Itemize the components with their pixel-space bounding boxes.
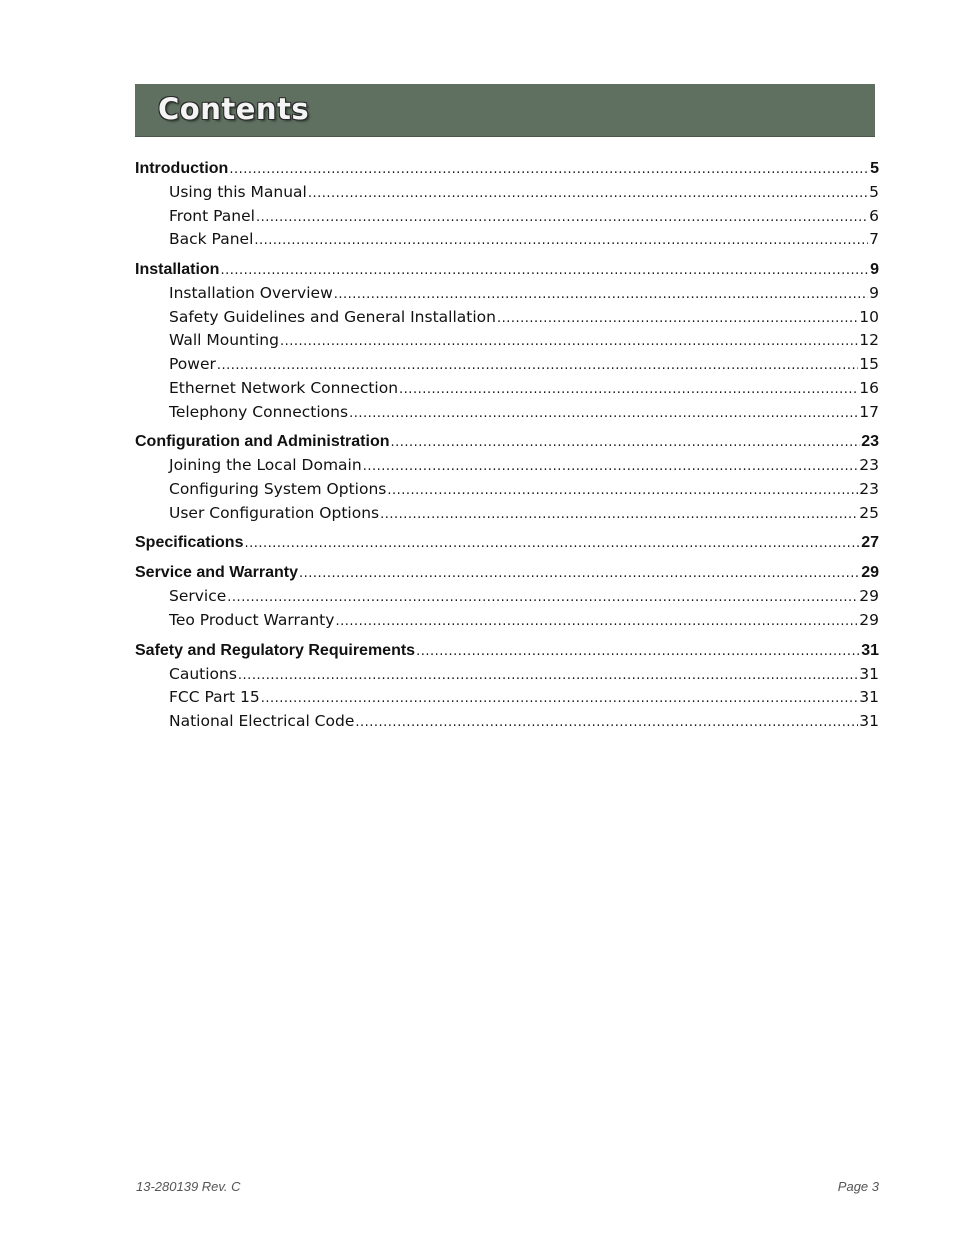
toc-section bbox=[135, 639, 879, 734]
toc-section-title: Configuration and Administration bbox=[135, 433, 390, 451]
toc-section bbox=[135, 531, 879, 555]
toc-page-number: 9 bbox=[870, 261, 879, 279]
dot-leader bbox=[229, 158, 869, 182]
toc-entry-title: Wall Mounting bbox=[169, 331, 279, 350]
toc-page-number: 31 bbox=[859, 712, 879, 730]
toc-section-heading[interactable] bbox=[135, 561, 879, 585]
toc-section-title: Installation bbox=[135, 261, 220, 279]
dot-leader bbox=[244, 532, 860, 556]
toc-subentry[interactable] bbox=[135, 478, 879, 502]
toc-page-number: 25 bbox=[859, 503, 879, 522]
toc-subentry[interactable] bbox=[135, 502, 879, 526]
toc-section-heading[interactable] bbox=[135, 430, 879, 454]
toc-subentry[interactable] bbox=[135, 401, 879, 425]
toc-page-number: 9 bbox=[869, 284, 879, 303]
toc-subentry[interactable] bbox=[135, 686, 879, 710]
dot-leader bbox=[391, 431, 861, 455]
toc-subentry[interactable] bbox=[135, 181, 879, 205]
toc-subentry[interactable] bbox=[135, 228, 879, 252]
toc-entry-title: User Configuration Options bbox=[169, 503, 380, 522]
dot-leader bbox=[299, 562, 860, 586]
toc-subentry[interactable] bbox=[135, 377, 879, 401]
toc-page-number: 23 bbox=[861, 433, 879, 451]
toc-section bbox=[135, 430, 879, 525]
dot-leader bbox=[227, 586, 858, 610]
toc-page-number: 10 bbox=[859, 307, 879, 326]
dot-leader bbox=[349, 402, 858, 426]
toc-page-number: 27 bbox=[861, 534, 879, 552]
dot-leader bbox=[254, 229, 868, 253]
toc-entry-title: Back Panel bbox=[169, 230, 254, 249]
toc-subentry[interactable] bbox=[135, 585, 879, 609]
toc-entry-title: Cautions bbox=[169, 664, 237, 683]
dot-leader bbox=[217, 354, 858, 378]
toc-page-number: 7 bbox=[869, 230, 879, 249]
toc-page-number: 5 bbox=[869, 183, 879, 201]
toc-page-number: 15 bbox=[859, 355, 879, 374]
toc-entry-title: Telephony Connections bbox=[169, 402, 349, 421]
toc-entry-title: National Electrical Code bbox=[169, 712, 355, 730]
toc-entry-title: Front Panel bbox=[169, 206, 255, 225]
dot-leader bbox=[355, 711, 858, 735]
toc-entry-title: Joining the Local Domain bbox=[169, 456, 362, 475]
toc-page-number: 29 bbox=[859, 610, 879, 629]
toc-section-title: Safety and Regulatory Requirements bbox=[135, 641, 416, 659]
table-of-contents bbox=[135, 157, 879, 740]
toc-page-number: 31 bbox=[859, 664, 879, 683]
toc-page-number: 23 bbox=[859, 456, 879, 475]
dot-leader bbox=[308, 182, 868, 206]
toc-section-title: Introduction bbox=[135, 160, 229, 177]
toc-subentry[interactable] bbox=[135, 282, 879, 306]
dot-leader bbox=[238, 664, 858, 688]
dot-leader bbox=[261, 687, 859, 711]
toc-page-number: 16 bbox=[859, 378, 879, 397]
dot-leader bbox=[256, 206, 868, 230]
toc-page-number: 23 bbox=[859, 479, 879, 498]
toc-section-heading[interactable] bbox=[135, 531, 879, 555]
dot-leader bbox=[416, 640, 860, 664]
dot-leader bbox=[387, 479, 858, 503]
toc-section bbox=[135, 561, 879, 632]
contents-banner bbox=[135, 84, 875, 137]
toc-subentry[interactable] bbox=[135, 205, 879, 229]
footer-doc-number: 13-280139 Rev. C bbox=[136, 1179, 241, 1194]
page-title: Contents bbox=[158, 92, 310, 126]
toc-section-title: Specifications bbox=[135, 534, 244, 552]
toc-section-heading[interactable] bbox=[135, 639, 879, 663]
dot-leader bbox=[280, 330, 858, 354]
toc-entry-title: Ethernet Network Connection bbox=[169, 378, 399, 397]
toc-subentry[interactable] bbox=[135, 609, 879, 633]
toc-page-number: 31 bbox=[861, 641, 879, 659]
toc-subentry[interactable] bbox=[135, 329, 879, 353]
dot-leader bbox=[399, 378, 858, 402]
toc-section bbox=[135, 157, 879, 252]
toc-entry-title: Installation Overview bbox=[169, 284, 333, 303]
dot-leader bbox=[334, 283, 868, 307]
toc-entry-title: Configuring System Options bbox=[169, 479, 387, 498]
toc-subentry[interactable] bbox=[135, 710, 879, 734]
toc-entry-title: Service bbox=[169, 587, 227, 606]
dot-leader bbox=[220, 259, 869, 283]
dot-leader bbox=[380, 503, 858, 527]
toc-page-number: 31 bbox=[859, 688, 879, 707]
toc-section-title: Service and Warranty bbox=[135, 564, 299, 582]
toc-section bbox=[135, 258, 879, 424]
toc-page-number: 29 bbox=[859, 587, 879, 606]
toc-page-number: 5 bbox=[870, 160, 879, 177]
toc-entry-title: FCC Part 15 bbox=[169, 688, 260, 707]
toc-entry-title: Power bbox=[169, 355, 216, 374]
toc-entry-title: Safety Guidelines and General Installation bbox=[169, 307, 496, 326]
toc-page-number: 17 bbox=[859, 402, 879, 421]
dot-leader bbox=[497, 307, 858, 331]
dot-leader bbox=[335, 610, 858, 634]
dot-leader bbox=[363, 455, 859, 479]
footer-page-label: Page 3 bbox=[837, 1179, 879, 1194]
toc-subentry[interactable] bbox=[135, 454, 879, 478]
toc-section-heading[interactable] bbox=[135, 258, 879, 282]
toc-page-number: 6 bbox=[869, 206, 879, 225]
toc-entry-title: Using this Manual bbox=[169, 183, 307, 201]
toc-subentry[interactable] bbox=[135, 663, 879, 687]
toc-section-heading[interactable] bbox=[135, 157, 879, 181]
toc-page-number: 29 bbox=[861, 564, 879, 582]
toc-subentry[interactable] bbox=[135, 306, 879, 330]
toc-subentry[interactable] bbox=[135, 353, 879, 377]
toc-page-number: 12 bbox=[859, 331, 879, 350]
toc-entry-title: Teo Product Warranty bbox=[169, 610, 335, 629]
